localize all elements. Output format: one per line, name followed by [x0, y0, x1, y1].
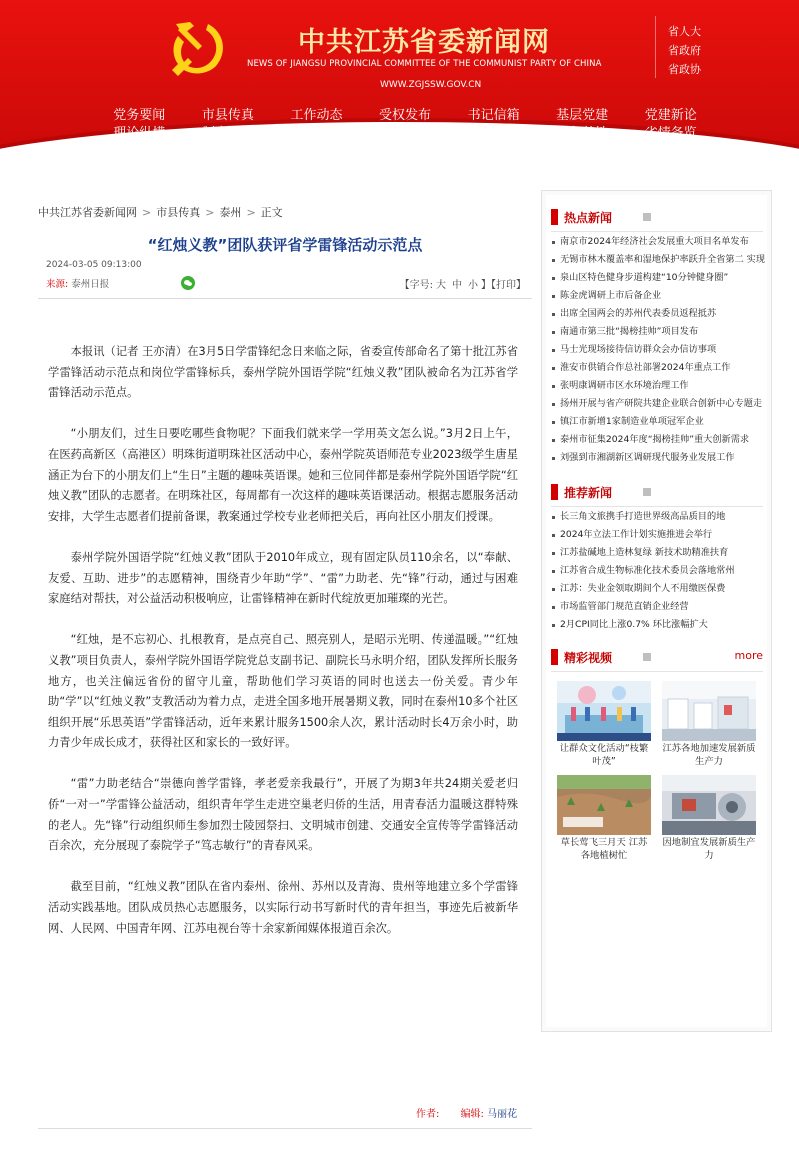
site-header — [0, 0, 799, 178]
nav-item[interactable]: 时代先锋 — [290, 126, 343, 141]
tree-planting-image[interactable] — [557, 775, 651, 835]
source-value: 泰州日报 — [71, 279, 110, 290]
video-card[interactable] — [557, 681, 651, 768]
caption-line: 生产力 — [695, 756, 723, 767]
font-size-label: 【字号: — [399, 280, 433, 291]
list-item[interactable]: 张明康调研市区水环境治理工作 — [551, 377, 766, 395]
font-size-large-link[interactable]: 大 — [436, 280, 446, 291]
article-title: “红烛义教”团队获评省学雷锋活动示范点 — [147, 236, 423, 254]
list-item[interactable]: 镇江市新增1家制造业单项冠军企业 — [551, 413, 766, 431]
section-marker — [551, 649, 558, 665]
article-source — [46, 276, 109, 290]
nav-item[interactable]: 书记信箱 — [467, 108, 520, 123]
font-size-controls — [400, 276, 526, 291]
list-item[interactable]: 无锡市林木覆盖率和湿地保护率跃升全省第二 实现 — [551, 251, 766, 269]
divider — [551, 231, 763, 232]
machinery-image[interactable] — [662, 775, 756, 835]
list-item[interactable]: 刘强到市湘湖新区调研现代服务业发展工作 — [551, 449, 766, 467]
stage-performance-image[interactable] — [557, 681, 651, 741]
video-title: 精彩视频 — [564, 651, 613, 665]
party-emblem-icon[interactable] — [168, 18, 230, 80]
video-caption — [557, 742, 651, 768]
breadcrumb-current: 正文 — [260, 206, 283, 219]
list-item[interactable]: 陈金虎调研上市后备企业 — [551, 287, 766, 305]
header-divider — [655, 16, 656, 78]
chevron-right-icon: > — [142, 206, 152, 219]
video-caption — [662, 836, 756, 862]
editor-label: 编辑: — [460, 1109, 484, 1120]
article-paragraph: “红烛，是不忘初心、扎根教育，是点亮自己、照亮别人，是昭示光明、传递温暖。”“红烛义教”项目负责人，泰州学院外国语学院党总支副书记、副院长马永明介绍，团队发挥所长服务地方，也关注偏远省份的留守儿童，帮助他们学习英语的同时也送去一份关爱。青少年助“学”以“红烛义教”支教活动为着力点，走进全国多地开展暑期义教，同时在泰州10多个社区组织开展“乐思英语”学雷锋活动，近年来累计服务1500余人次，累计活动时长4万余小时，助力青少年成长成才，获得社区和家长的一致好评。 — [48, 633, 518, 750]
font-size-small-link[interactable]: 小 — [468, 280, 478, 291]
list-item[interactable]: 南京市2024年经济社会发展重大项目名单发布 — [551, 233, 766, 251]
sidebar-panel — [546, 195, 767, 1027]
factory-floor-image[interactable] — [662, 681, 756, 741]
sidebar — [541, 190, 772, 1032]
nav-item[interactable]: 工作动态 — [290, 108, 343, 123]
recommend-list — [551, 508, 766, 634]
article-paragraph: 截至目前，“红烛义教”团队在省内泰州、徐州、苏州以及青海、贵州等地建立多个学雷锋活动实践基地。团队成员热心志愿服务，以实际行动书写新时代的青年担当，事迹先后被新华网、人民网、中国青年网、江苏电视台等十余家新闻媒体报道百余次。 — [48, 880, 518, 935]
list-item[interactable]: 江苏盐碱地上造林复绿 新技术助精准扶育 — [551, 544, 766, 562]
breadcrumb-link-city[interactable]: 泰州 — [219, 206, 242, 219]
hot-news-list — [551, 233, 766, 467]
video-caption — [662, 742, 756, 768]
video-card[interactable] — [662, 775, 756, 862]
caption-line: 草长莺飞三月天 江苏 — [560, 837, 648, 848]
list-item[interactable]: 淮安市供销合作总社部署2024年重点工作 — [551, 359, 766, 377]
article-paragraph: 本报讯（记者 王亦清）在3月5日学雷锋纪念日来临之际，省委宣传部命名了第十批江苏省学雷锋活动示范点和岗位学雷锋标兵，泰州学院外国语学院“红烛义教”团队被命名为江苏省学雷锋活动示范点。 — [48, 345, 518, 400]
side-link[interactable]: 省人大 — [668, 25, 701, 38]
list-item[interactable]: 长三角文旅携手打造世界级高品质目的地 — [551, 508, 766, 526]
square-icon — [643, 653, 651, 661]
square-icon — [643, 213, 651, 221]
section-marker — [551, 209, 558, 225]
list-item[interactable]: 江苏：失业金领取期间个人不用缴医保费 — [551, 580, 766, 598]
breadcrumb-link-section[interactable]: 市县传真 — [156, 206, 201, 219]
list-item[interactable]: 江苏省合成生物标准化技术委员会落地常州 — [551, 562, 766, 580]
list-item[interactable]: 泉山区特色健身步道构建“10分钟健身圈” — [551, 269, 766, 287]
site-subtitle: NEWS OF JIANGSU PROVINCIAL COMMITTEE OF THE COMMUNIST PARTY OF CHINA — [247, 59, 602, 69]
article-paragraph: 泰州学院外国语学院“红烛义教”团队于2010年成立，现有固定队员110余名，以“奉献、友爱、互助、进步”的志愿精神，围绕青少年助“学”、“雷”力助老、先“锋”行动，通过与困难家庭结对帮扶，对公益活动积极响应，让雷锋精神在新时代绽放更加璀璨的光芒。 — [48, 550, 518, 606]
breadcrumb — [38, 204, 283, 220]
list-item[interactable]: 泰州市征集2024年度“揭榜挂帅”重大创新需求 — [551, 431, 766, 449]
caption-line: 江苏各地加速发展新质 — [662, 743, 756, 754]
video-card[interactable] — [557, 775, 651, 862]
divider — [551, 506, 763, 507]
caption-line: 让群众文化活动“枝繁 — [559, 743, 649, 754]
side-link[interactable]: 省政府 — [668, 44, 701, 57]
caption-line: 力 — [704, 850, 714, 861]
divider — [551, 671, 763, 672]
hot-news-title: 热点新闻 — [564, 211, 613, 225]
divider — [38, 1128, 532, 1129]
video-caption — [557, 836, 651, 862]
nav-item[interactable]: 市县传真 — [201, 108, 254, 123]
caption-line: 各地植树忙 — [580, 850, 628, 861]
print-link[interactable]: 】【打印】 — [481, 280, 526, 291]
hot-news-header — [551, 207, 763, 227]
list-item[interactable]: 马士光现场接待信访群众会办信访事项 — [551, 341, 766, 359]
author-label: 作者: — [416, 1109, 440, 1120]
editor-name: 马丽花 — [487, 1109, 518, 1120]
list-item[interactable]: 南通市第三批“揭榜挂帅”项目发布 — [551, 323, 766, 341]
site-title[interactable]: 中共江苏省委新闻网 — [298, 27, 550, 58]
article-paragraph: “雷”力助老结合“崇德向善学雷锋，孝老爱亲我最行”，开展了为期3年共24期关爱老归侨“一对一”学雷锋公益活动，组织青年学生走进空巢老归侨的生活，用青春活力温暖这群特殊的老人。先“锋”行动组织师生参加烈士陵园祭扫、文明城市创建、交通安全宣传等学雷锋活动百余次，充分展现了泰院学子“笃志敏行”的青春风采。 — [48, 777, 518, 853]
more-link[interactable]: more — [734, 649, 763, 662]
square-icon — [643, 488, 651, 496]
nav-item[interactable]: 受权发布 — [379, 108, 432, 123]
breadcrumb-link-home[interactable]: 中共江苏省委新闻网 — [38, 206, 137, 219]
list-item[interactable]: 2月CPI同比上涨0.7% 环比涨幅扩大 — [551, 616, 766, 634]
nav-item[interactable]: 党务要闻 — [113, 108, 166, 123]
video-card[interactable] — [662, 681, 756, 768]
recommend-title: 推荐新闻 — [564, 486, 613, 500]
article-paragraph: “小朋友们，过生日要吃哪些食物呢？下面我们就来学一学用英文怎么说。”3月2日上午，在医药高新区（高港区）明珠街道明珠社区活动中心，泰州学院英语师范专业2023级学生唐星涵正为台下的小朋友们上“生日”主题的趣味英语课。她和三位同伴都是泰州学院外国语学院“红烛义教”团队的志愿者。在明珠社区，每周都有一次这样的趣味英语课活动。根据志愿服务活动安排，大学生志愿者们提前备课，教案通过学校专业老师把关后，再向社区小朋友们授课。 — [48, 427, 518, 523]
caption-line: 因地制宜发展新质生产 — [662, 837, 756, 848]
list-item[interactable]: 出席全国两会的苏州代表委员返程抵苏 — [551, 305, 766, 323]
nav-row-1 — [95, 107, 715, 125]
nav-item[interactable]: 基层党建 — [556, 108, 609, 123]
nav-item[interactable]: 大讲堂 — [474, 126, 514, 141]
nav-row-2 — [95, 125, 715, 143]
font-size-medium-link[interactable]: 中 — [452, 280, 462, 291]
nav-item[interactable]: 党建新论 — [644, 108, 697, 123]
side-links — [668, 22, 718, 79]
list-item[interactable]: 扬州开展与省产研院共建企业联合创新中心专题走 — [551, 395, 766, 413]
divider — [38, 298, 532, 299]
video-header — [551, 647, 763, 667]
side-link[interactable]: 省政协 — [668, 63, 701, 76]
nav-item[interactable]: 省情备览 — [644, 126, 697, 141]
source-label: 来源: — [46, 279, 69, 290]
main-nav — [95, 107, 715, 143]
list-item[interactable]: 2024年立法工作计划实施推进会举行 — [551, 526, 766, 544]
section-marker — [551, 484, 558, 500]
publish-date: 2024-03-05 09:13:00 — [46, 260, 142, 270]
nav-item[interactable]: 党员心语 — [379, 126, 432, 141]
caption-line: 叶茂” — [592, 756, 616, 767]
wechat-share-icon[interactable] — [181, 276, 195, 290]
article-body — [48, 342, 518, 960]
chevron-right-icon: > — [246, 206, 256, 219]
nav-item[interactable]: 制度汇编 — [201, 126, 254, 141]
article-credits — [416, 1105, 517, 1120]
chevron-right-icon: > — [205, 206, 215, 219]
list-item[interactable]: 市场监管部门规范直销企业经营 — [551, 598, 766, 616]
nav-item[interactable]: 红色基地 — [556, 126, 609, 141]
recommend-header — [551, 482, 763, 502]
site-url: WWW.ZGJSSW.GOV.CN — [380, 80, 482, 90]
nav-item[interactable]: 理论纵横 — [113, 126, 166, 141]
